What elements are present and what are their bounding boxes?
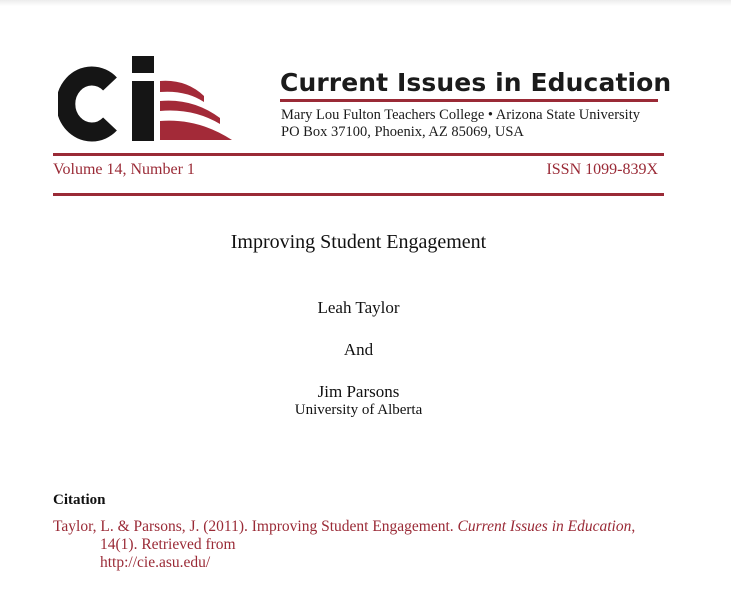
issn: ISSN 1099-839X <box>546 161 658 178</box>
header-rule-bottom <box>53 193 664 196</box>
author-affiliation: University of Alberta <box>294 402 423 418</box>
citation-line: 14(1). Retrieved from <box>100 536 236 553</box>
citation-url[interactable]: http://cie.asu.edu/ <box>100 554 211 571</box>
author-name: Jim Parsons <box>317 382 400 401</box>
college-line: Mary Lou Fulton Teachers College • Arizona State University <box>281 107 640 123</box>
citation-journal: Current Issues in Education <box>457 518 632 535</box>
journal-title: Current Issues in Education <box>280 68 672 97</box>
citation-line <box>53 518 663 536</box>
author-name: Leah Taylor <box>317 298 400 317</box>
citation-authors-title: Taylor, L. & Parsons, J. (2011). Improving Student Engagement. <box>53 518 458 535</box>
citation-heading: Citation <box>53 492 106 508</box>
citation-comma: , <box>631 518 636 535</box>
cie-logo <box>58 52 236 144</box>
article-title: Improving Student Engagement <box>230 231 487 253</box>
citation-text <box>53 518 663 572</box>
title-underline <box>280 99 658 102</box>
volume-number: Volume 14, Number 1 <box>53 161 195 178</box>
address-line: PO Box 37100, Phoenix, AZ 85069, USA <box>281 124 524 140</box>
author-connector: And <box>343 340 374 359</box>
top-shadow <box>0 0 731 6</box>
header-rule-top <box>53 153 664 156</box>
